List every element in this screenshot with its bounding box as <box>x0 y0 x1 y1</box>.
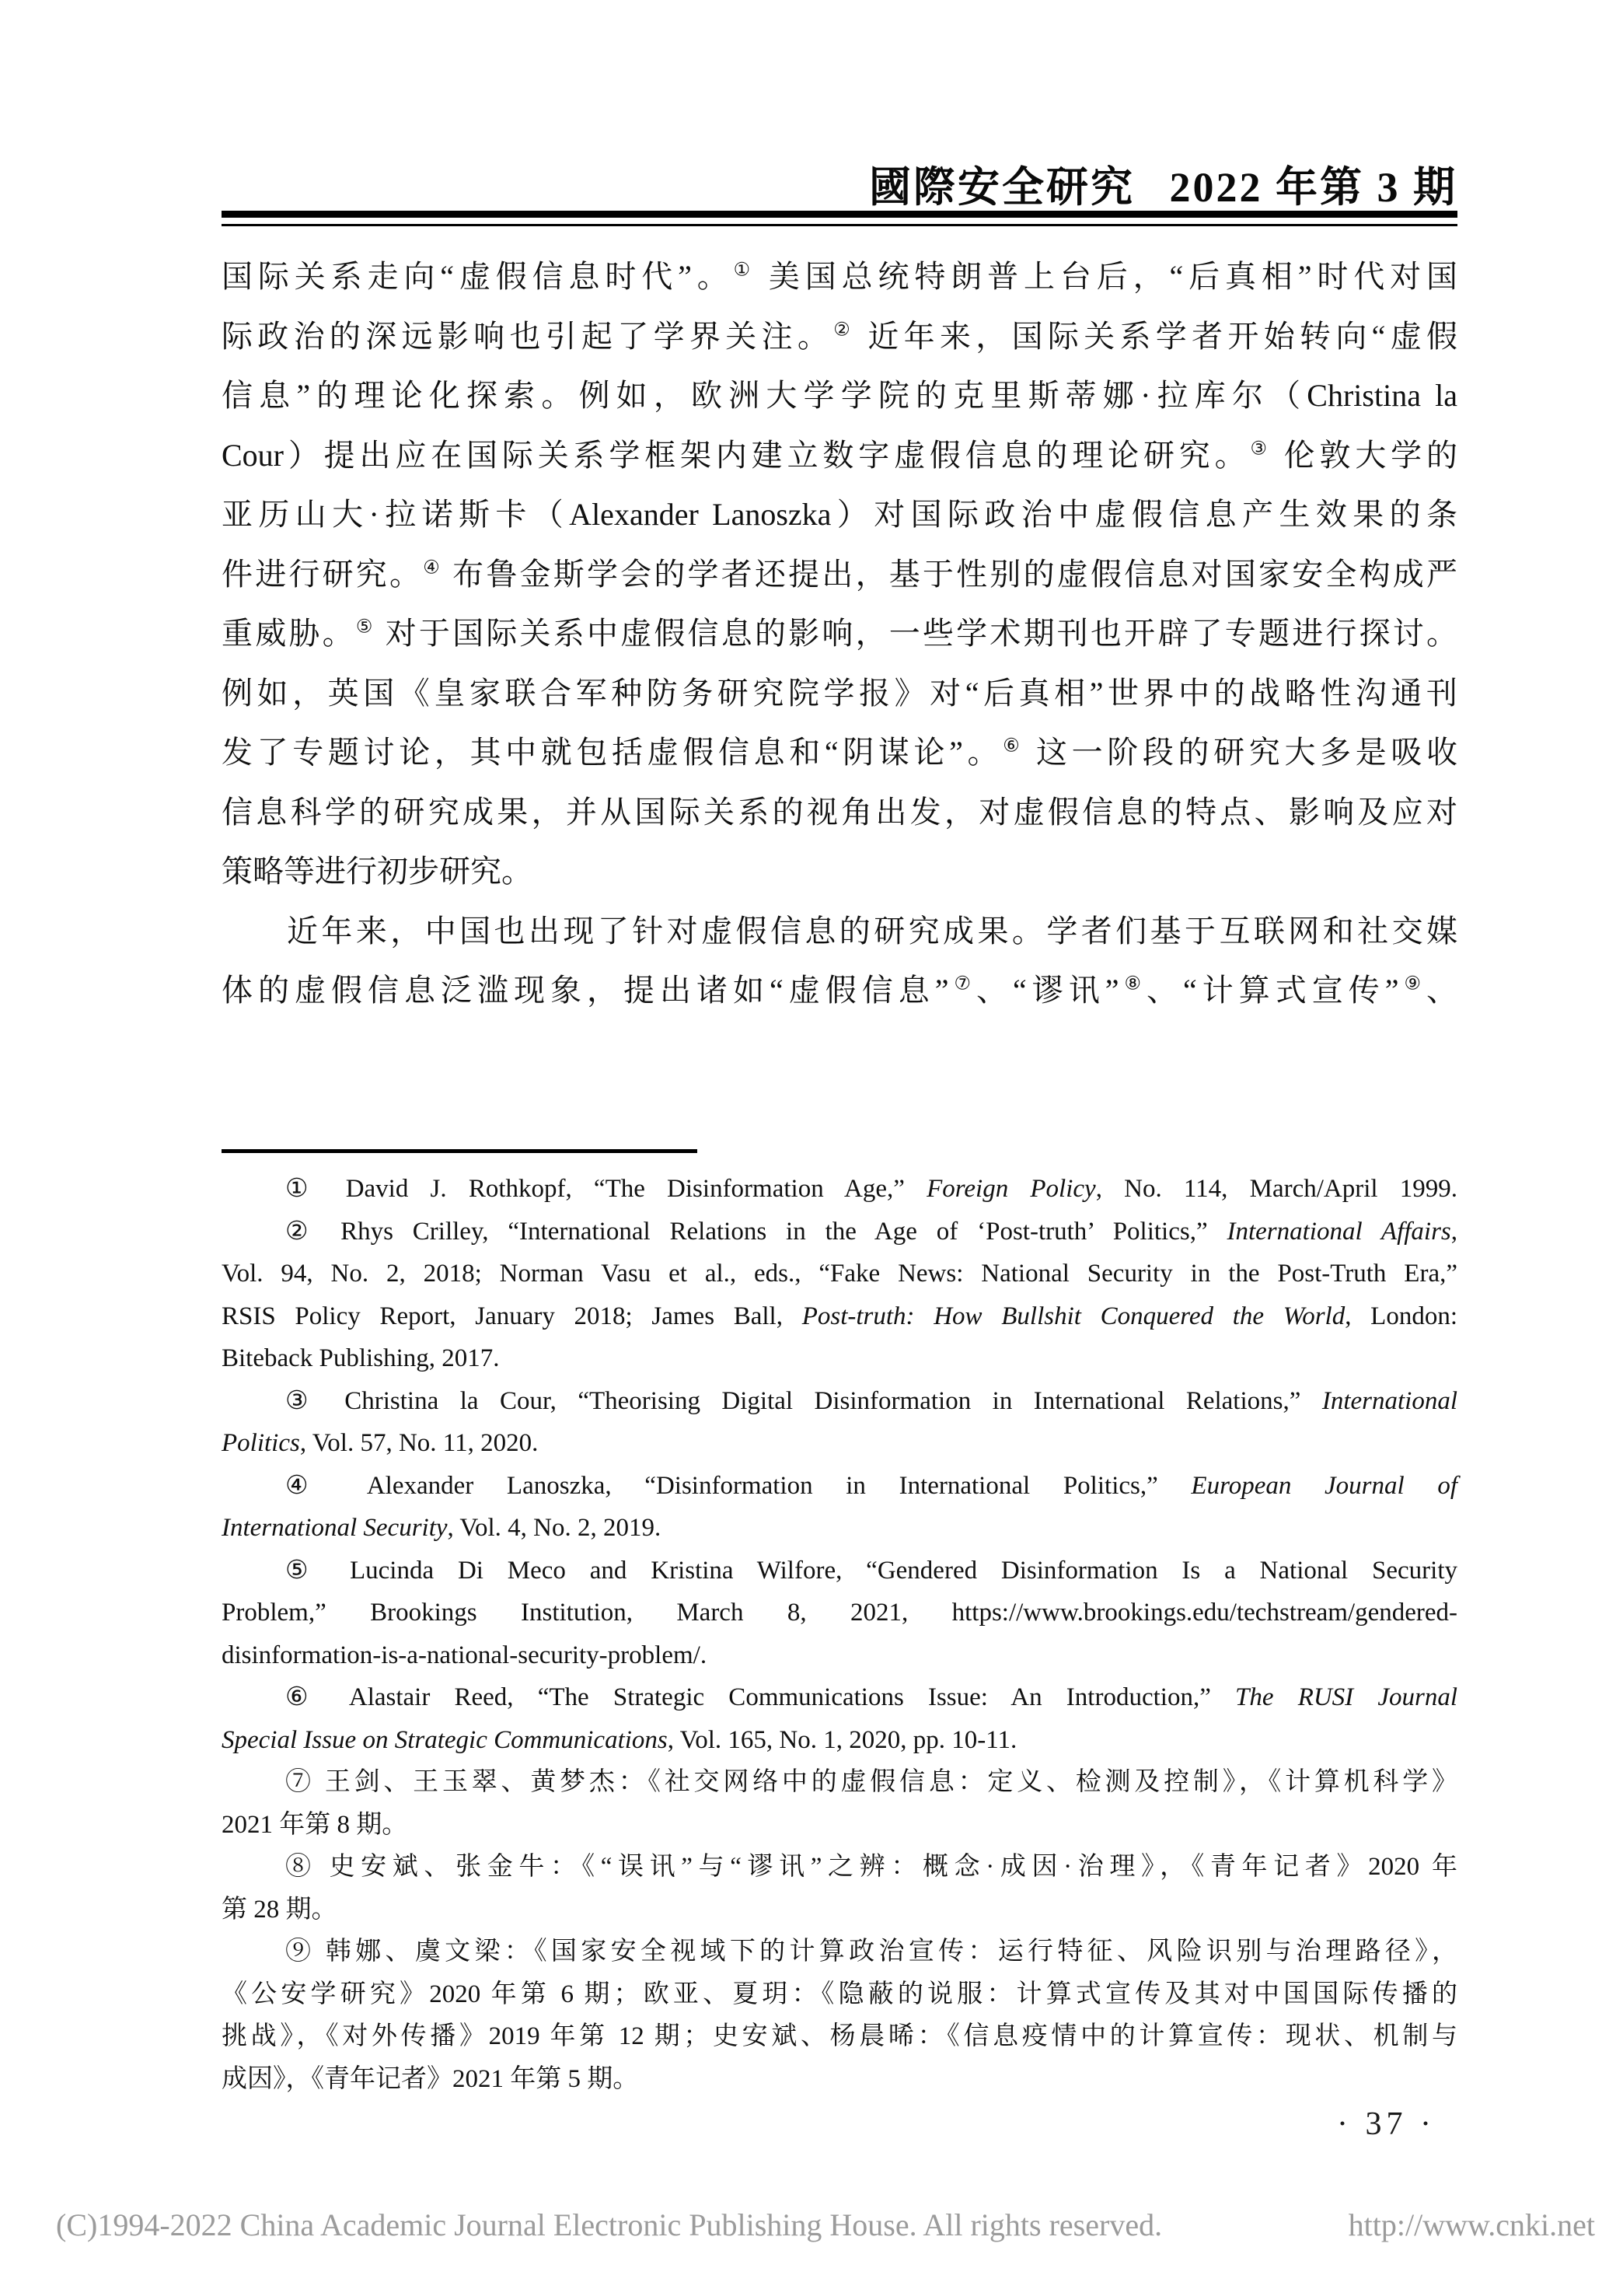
footnote-line: disinformation-is-a-national-security-problem/. <box>222 1641 707 1669</box>
footnote-line: Politics, Vol. 57, No. 11, 2020. <box>222 1429 539 1457</box>
footnote-line: 《公安学研究》2020 年第 6 期；欧亚、夏玥：《隐蔽的说服：计算式宣传及其对中国国际传播的 <box>222 1980 1457 2008</box>
footnote-ref-marker: ⑥ <box>1003 736 1024 757</box>
body-line: 件进行研究。④ 布鲁金斯学会的学者还提出，基于性别的虚假信息对国家安全构成严 <box>222 556 1458 592</box>
footnote-line: 第 28 期。 <box>222 1895 337 1924</box>
footnote-ref-marker: ④ <box>423 557 442 578</box>
body-line: 国际关系走向“虚假信息时代”。① 美国总统特朗普上台后，“后真相”时代对国 <box>222 259 1457 294</box>
footnote-ref-marker: ① <box>733 260 756 281</box>
body-line: 重威胁。⑤ 对于国际关系中虚假信息的影响，一些学术期刊也开辟了专题进行探讨。 <box>222 616 1458 651</box>
body-line: 近年来，中国也出现了针对虚假信息的研究成果。学者们基于互联网和社交媒 <box>287 913 1457 949</box>
journal-title: 國際安全研究 <box>869 164 1135 211</box>
footnote-line: RSIS Policy Report, January 2018; James Ball, Post-truth: How Bullshit Conquered the World, London: <box>222 1302 1458 1330</box>
footnote-ref-marker: ⑨ <box>1398 973 1427 994</box>
body-line: 亚历山大·拉诺斯卡（Alexander Lanoszka）对国际政治中虚假信息产生效果的条 <box>222 497 1457 532</box>
footnote-ref-marker: ⑦ <box>948 973 976 994</box>
footnote-line: International Security, Vol. 4, No. 2, 2019. <box>222 1514 661 1542</box>
body-line: 体的虚假信息泛滥现象，提出诸如“虚假信息”⑦、“谬讯”⑧、“计算式宣传”⑨、 <box>222 973 1458 1008</box>
footnote-line: Vol. 94, No. 2, 2018; Norman Vasu et al., eds., “Fake News: National Security in the Post-Truth Era,” <box>222 1260 1457 1288</box>
header-rule-thick <box>222 211 1457 218</box>
body-text <box>222 247 1457 1021</box>
header-rule-thin <box>222 224 1457 226</box>
copyright-text: (C)1994-2022 China Academic Journal Electronic Publishing House. All rights reserved. <box>56 2207 1163 2242</box>
footnote-line: 2021 年第 8 期。 <box>222 1810 408 1839</box>
footnote-line: ⑧ 史安斌、张金牛：《“误讯”与“谬讯”之辨：概念·成因·治理》，《青年记者》2020 年 <box>285 1853 1457 1881</box>
body-line: 策略等进行初步研究。 <box>222 854 532 889</box>
footer-url: http://www.cnki.net <box>1348 2207 1595 2242</box>
footnote-line: ⑨ 韩娜、虞文梁：《国家安全视域下的计算政治宣传：运行特征、风险识别与治理路径》， <box>285 1938 1457 1966</box>
footnote-ref-marker: ⑤ <box>355 617 375 638</box>
body-line: 例如，英国《皇家联合军种防务研究院学报》对“后真相”世界中的战略性沟通刊 <box>222 675 1457 711</box>
body-line: 信息”的理论化探索。例如，欧洲大学学院的克里斯蒂娜·拉库尔（Christina la <box>222 378 1457 413</box>
footnote-line: 挑战》，《对外传播》2019 年第 12 期；史安斌、杨晨晞：《信息疫情中的计算宣传：现状、机制与 <box>222 2022 1457 2050</box>
footnote-line: ④ Alexander Lanoszka, “Disinformation in International Politics,” European Journal of <box>285 1471 1457 1500</box>
footnote-ref-marker: ② <box>833 320 856 341</box>
footnote-ref-marker: ⑧ <box>1119 973 1147 994</box>
journal-issue-info: 2022 年第 3 期 <box>1169 164 1457 211</box>
body-line: 信息科学的研究成果，并从国际关系的视角出发，对虚假信息的特点、影响及应对 <box>222 794 1457 830</box>
footnote-separator <box>222 1149 697 1153</box>
body-line: Cour）提出应在国际关系学框架内建立数字虚假信息的理论研究。③ 伦敦大学的 <box>222 437 1458 473</box>
footnote-ref-marker: ③ <box>1250 439 1272 460</box>
footnote-line: ② Rhys Crilley, “International Relations in the Age of ‘Post-truth’ Politics,” International Affairs, <box>285 1217 1458 1246</box>
body-line: 发了专题讨论，其中就包括虚假信息和“阴谋论”。⑥ 这一阶段的研究大多是吸收 <box>222 735 1457 770</box>
page-number: · 37 · <box>1337 2106 1436 2142</box>
footnote-line: ⑤ Lucinda Di Meco and Kristina Wilfore, “Gendered Disinformation Is a National Security <box>285 1556 1457 1585</box>
footnote-line: Special Issue on Strategic Communications, Vol. 165, No. 1, 2020, pp. 10-11. <box>222 1725 1017 1754</box>
footnote-line: Biteback Publishing, 2017. <box>222 1344 500 1372</box>
footnote-line: ③ Christina la Cour, “Theorising Digital Disinformation in International Relations,” International <box>285 1386 1457 1415</box>
footnote-line: ⑦ 王剑、王玉翠、黄梦杰：《社交网络中的虚假信息：定义、检测及控制》，《计算机科学》 <box>285 1768 1457 1796</box>
footer-copyright-bar <box>56 2207 1595 2243</box>
body-line: 际政治的深远影响也引起了学界关注。② 近年来，国际关系学者开始转向“虚假 <box>222 318 1458 354</box>
footnote-line: Problem,” Brookings Institution, March 8, 2021, https://www.brookings.edu/techstream/gendered- <box>222 1599 1457 1627</box>
footnote-line: ⑥ Alastair Reed, “The Strategic Communications Issue: An Introduction,” The RUSI Journal <box>285 1683 1457 1711</box>
journal-header <box>869 154 1457 214</box>
footnote-line: ① David J. Rothkopf, “The Disinformation Age,” Foreign Policy, No. 114, March/April 1999. <box>285 1175 1458 1203</box>
footnote-line: 成因》，《青年记者》2021 年第 5 期。 <box>222 2064 639 2093</box>
footnotes-block <box>222 1168 1457 2100</box>
